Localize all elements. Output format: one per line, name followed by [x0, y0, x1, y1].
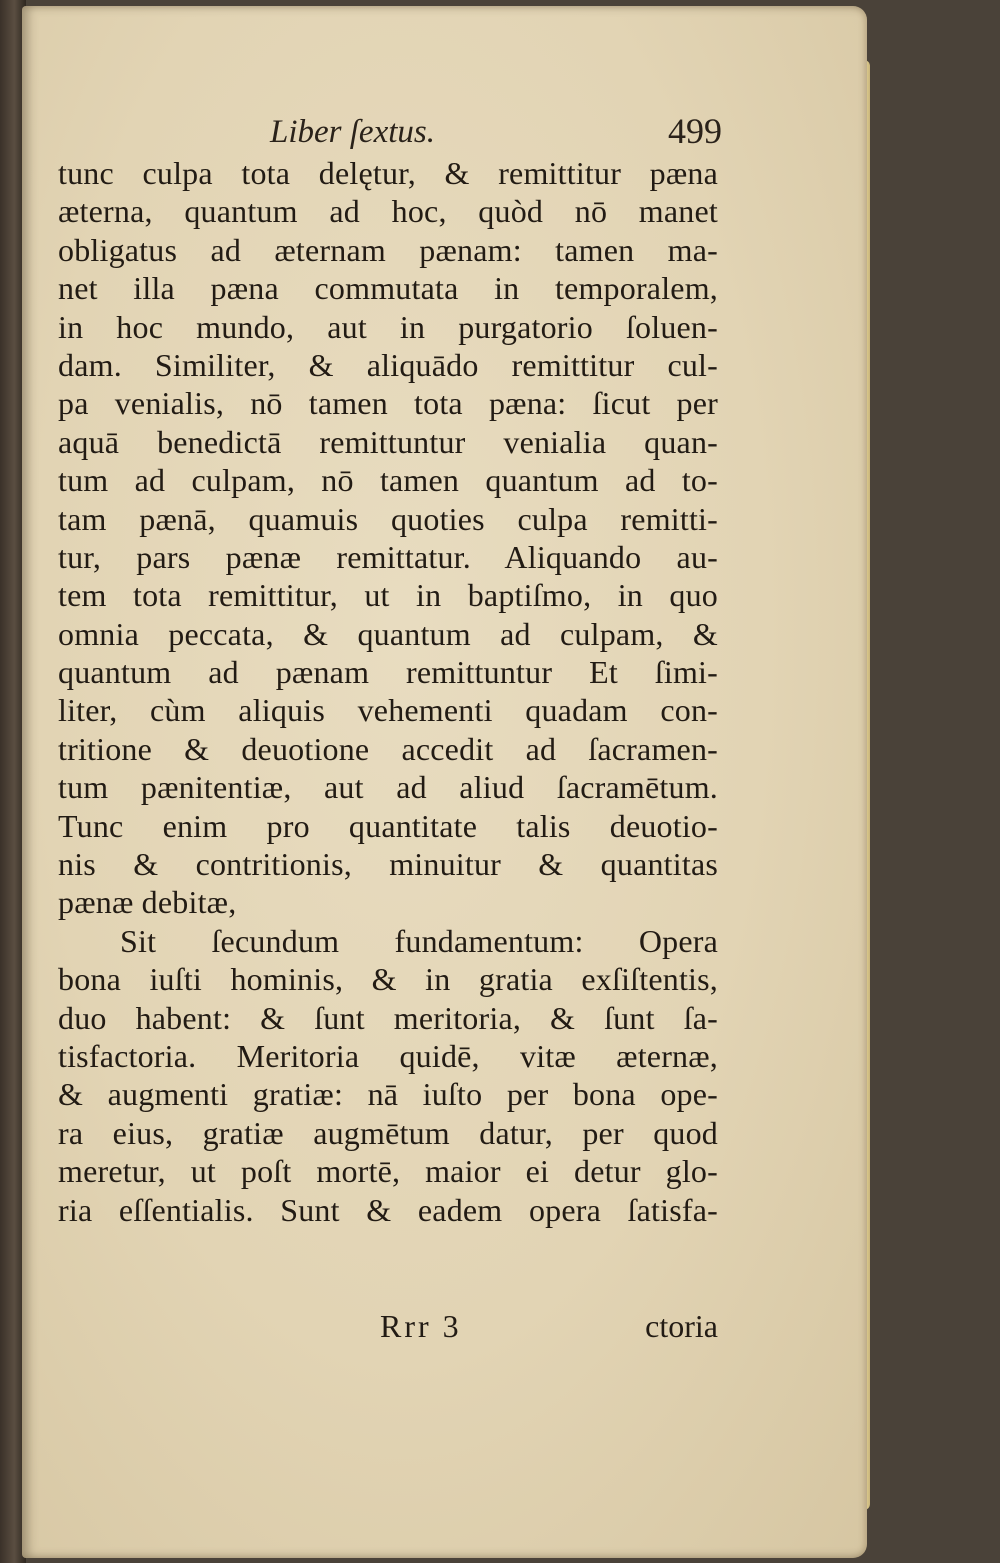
page-footer [58, 1308, 718, 1348]
text-line: tam pænā, quamuis quoties culpa remitti- [58, 500, 718, 537]
page-number: 499 [668, 111, 722, 151]
text-line: omnia peccata, & quantum ad culpam, & [58, 615, 718, 652]
text-line: pænæ debitæ, [58, 884, 237, 921]
text-line: duo habent: & ſunt meritoria, & ſunt ſa- [58, 999, 718, 1036]
text-line: tritione & deuotione accedit ad ſacramen- [58, 730, 718, 767]
text-line: net illa pæna commutata in temporalem, [58, 270, 718, 307]
text-line: tum pænitentiæ, aut ad aliud ſacramētum. [58, 769, 718, 806]
text-line: tur, pars pænæ remittatur. Aliquando au- [58, 538, 718, 575]
text-line: obligatus ad æternam pænam: tamen ma- [58, 231, 718, 268]
text-line: bona iuſti hominis, & in gratia exſiſtentis, [58, 961, 718, 998]
catchword: ctoria [645, 1308, 718, 1344]
text-line: dam. Similiter, & aliquādo remittitur cul- [58, 346, 718, 383]
text-line: liter, cùm aliquis vehementi quadam con- [58, 692, 718, 729]
text-line: nis & contritionis, minuitur & quantitas [58, 846, 718, 883]
text-line: in hoc mundo, aut in purgatorio ſoluen- [58, 308, 718, 345]
text-line: æterna, quantum ad hoc, quòd nō manet [58, 193, 718, 230]
text-line: ra eius, gratiæ augmētum datur, per quod [58, 1114, 718, 1151]
text-line: pa venialis, nō tamen tota pæna: ſicut per [58, 385, 718, 422]
text-block [58, 154, 718, 1229]
text-line: aquā benedictā remittuntur venialia quan- [58, 423, 718, 460]
text-line: tum ad culpam, nō tamen quantum ad to- [58, 462, 718, 499]
running-head [62, 111, 722, 154]
text-line: tunc culpa tota delętur, & remittitur pæna [58, 155, 718, 191]
text-line: meretur, ut poſt mortē, maior ei detur glo- [58, 1153, 718, 1190]
signature-mark: Rrr 3 [380, 1308, 462, 1344]
text-line: quantum ad pænam remittuntur Et ſimi- [58, 654, 718, 691]
text-line: tem tota remittitur, ut in baptiſmo, in quo [58, 577, 718, 614]
book-page [22, 6, 867, 1558]
text-line: Sit ſecundum fundamentum: Opera [120, 922, 718, 959]
text-line: & augmenti gratiæ: nā iuſto per bona ope- [58, 1076, 718, 1113]
text-line: tisfactoria. Meritoria quidē, vitæ æternæ, [58, 1037, 718, 1074]
text-line: Tunc enim pro quantitate talis deuotio- [58, 807, 718, 844]
text-line: ria eſſentialis. Sunt & eadem opera ſatisfa- [58, 1191, 718, 1228]
running-title: Liber ſextus. [270, 114, 435, 150]
